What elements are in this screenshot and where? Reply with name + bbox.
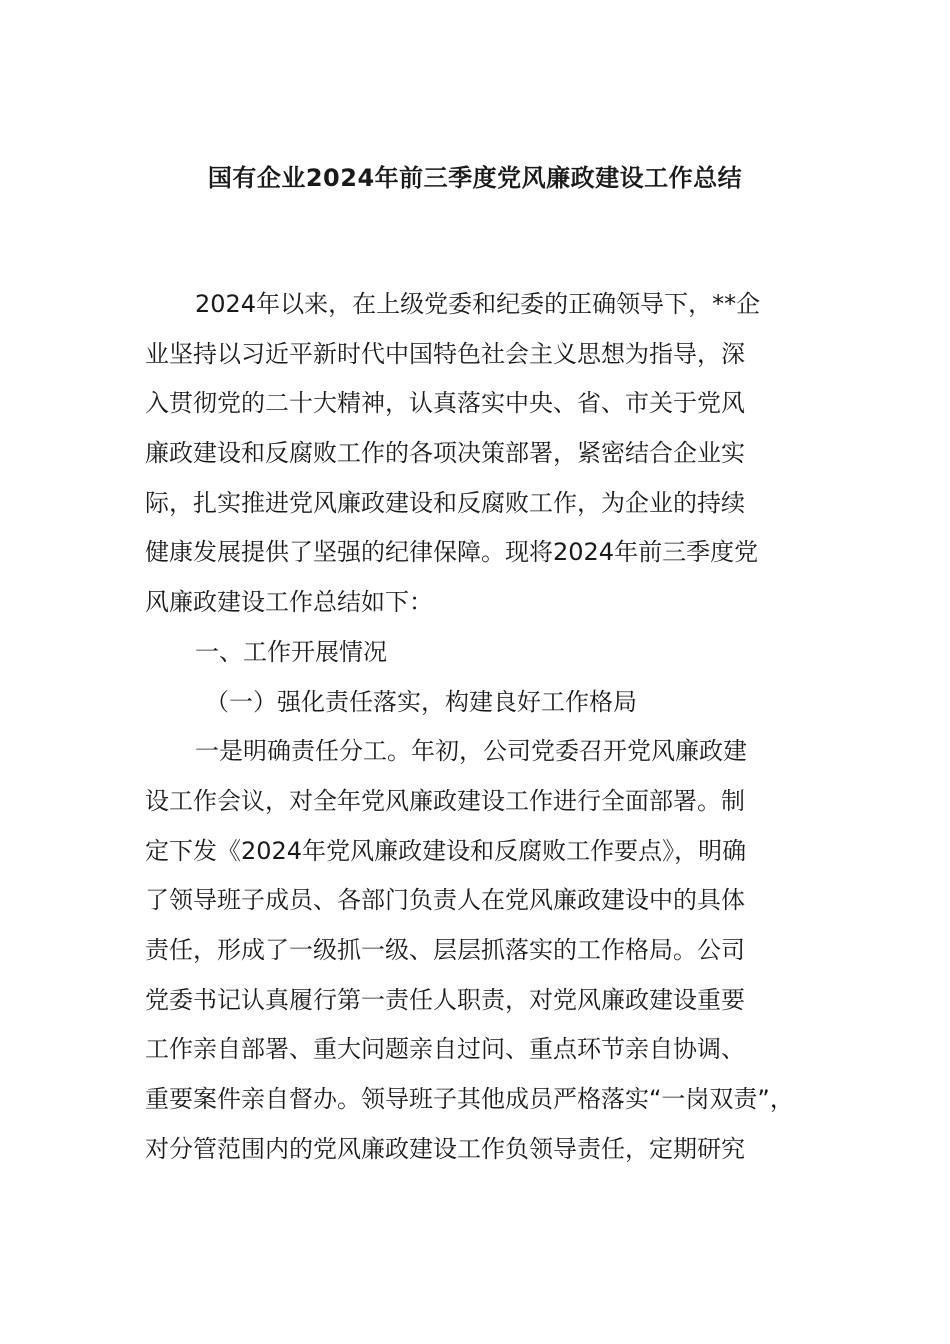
document-body <box>145 280 817 1174</box>
paragraph-line: 重要案件亲自督办。领导班子其他成员严格落实“一岗双责”， <box>145 1085 794 1113</box>
paragraph-line: 工作亲自部署、重大问题亲自过问、重点环节亲自协调、 <box>145 1035 745 1064</box>
paragraph-line: 党委书记认真履行第一责任人职责，对党风廉政建设重要 <box>145 985 745 1014</box>
paragraph-line: 入贯彻党的二十大精神，认真落实中央、省、市关于党风 <box>145 389 745 418</box>
paragraph-line: 定下发《2024年党风廉政建设和反腐败工作要点》，明确 <box>145 836 747 865</box>
paragraph-line: 业坚持以习近平新时代中国特色社会主义思想为指导，深 <box>145 339 745 368</box>
section-heading: 一、工作开展情况 <box>195 637 387 666</box>
paragraph-line: 廉政建设和反腐败工作的各项决策部署，紧密结合企业实 <box>145 439 745 468</box>
paragraph-line: 责任，形成了一级抓一级、层层抓落实的工作格局。公司 <box>145 935 745 964</box>
document-title: 国有企业2024年前三季度党风廉政建设工作总结 <box>207 164 743 192</box>
paragraph-line: 设工作会议，对全年党风廉政建设工作进行全面部署。制 <box>145 786 745 815</box>
paragraph-line: 了领导班子成员、各部门负责人在党风廉政建设中的具体 <box>145 886 745 915</box>
paragraph-line: 对分管范围内的党风廉政建设工作负领导责任，定期研究 <box>145 1134 745 1163</box>
subsection-heading: （一）强化责任落实，构建良好工作格局 <box>205 687 637 716</box>
paragraph-line: 际，扎实推进党风廉政建设和反腐败工作，为企业的持续 <box>145 488 745 517</box>
paragraph-line: 健康发展提供了坚强的纪律保障。现将2024年前三季度党 <box>145 538 759 567</box>
paragraph-line: 2024年以来，在上级党委和纪委的正确领导下，**企 <box>195 290 761 318</box>
paragraph-line: 风廉政建设工作总结如下： <box>145 588 433 617</box>
paragraph-line: 一是明确责任分工。年初，公司党委召开党风廉政建 <box>195 737 747 766</box>
